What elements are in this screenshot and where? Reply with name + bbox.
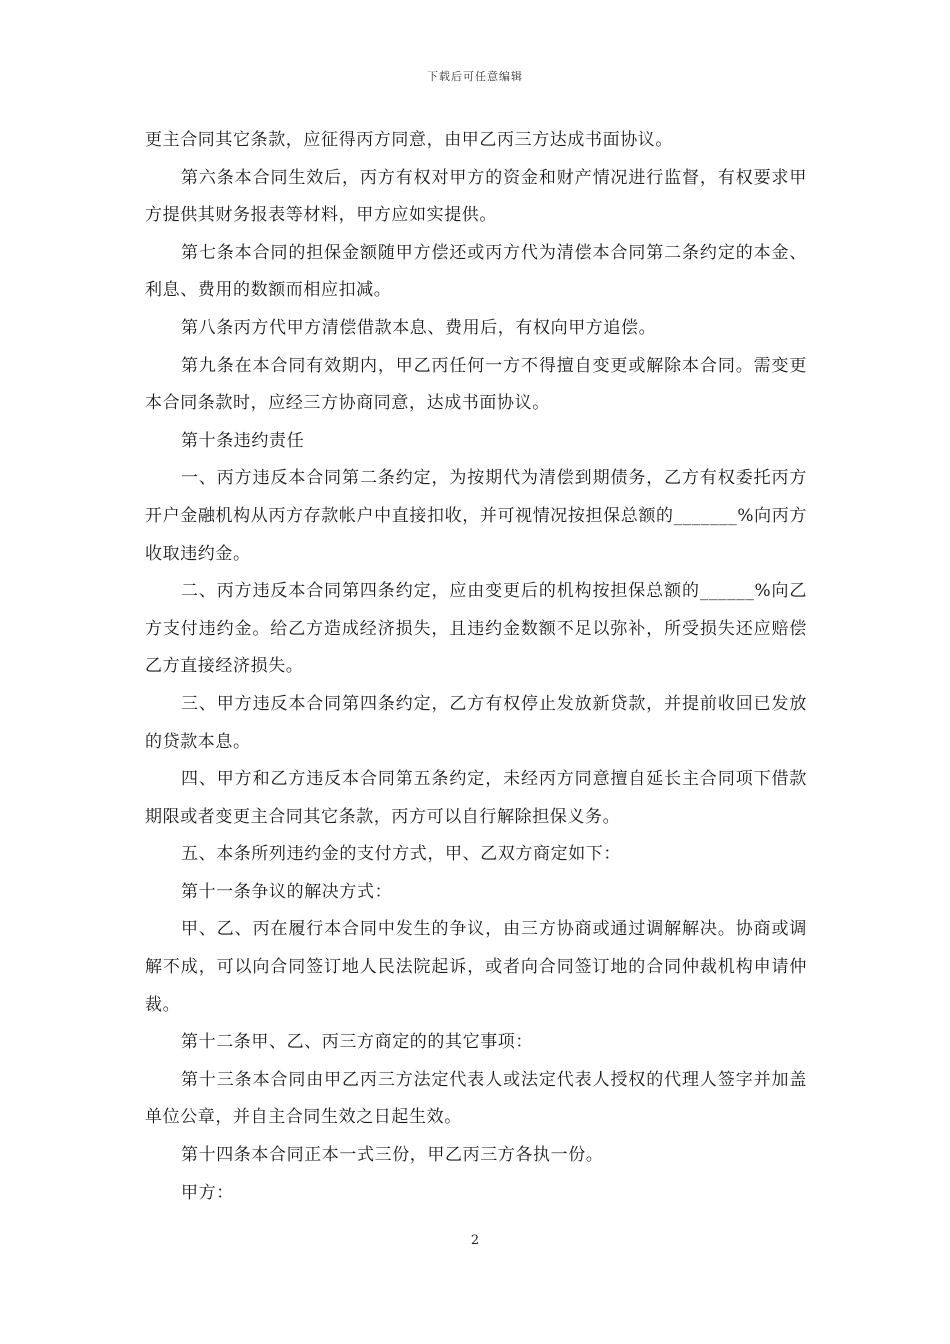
paragraph-clause-2: 二、丙方违反本合同第四条约定，应由变更后的机构按担保总额的______%向乙方支付违约金。给乙方造成经济损失，且违约金数额不足以弥补，所受损失还应赔偿乙方直接经济损失。 bbox=[145, 581, 807, 677]
paragraph-clause-1: 一、丙方违反本合同第二条约定，为按期代为清偿到期债务，乙方有权委托丙方开户金融机构从丙方存款帐户中直接扣收，并可视情况按担保总额的_______%向丙方收取违约金。 bbox=[145, 468, 807, 564]
paragraph-article-7: 第七条本合同的担保金额随甲方偿还或丙方代为清偿本合同第二条约定的本金、利息、费用的数额而相应扣减。 bbox=[145, 242, 807, 301]
paragraph-article-8: 第八条丙方代甲方清偿借款本息、费用后，有权向甲方追偿。 bbox=[181, 317, 657, 338]
paragraph-clause-4: 四、甲方和乙方违反本合同第五条约定，未经丙方同意擅自延长主合同项下借款期限或者变更主合同其它条款，丙方可以自行解除担保义务。 bbox=[145, 769, 807, 827]
paragraph-clause-3: 三、甲方违反本合同第四条约定，乙方有权停止发放新贷款，并提前收回已发放的贷款本息。 bbox=[145, 693, 807, 752]
page-number: 2 bbox=[470, 1233, 480, 1248]
paragraph-dispute: 甲、乙、丙在履行本合同中发生的争议，由三方协商或通过调解解决。协商或调解不成，可以向合同签订地人民法院起诉，或者向合同签订地的合同仲裁机构申请仲裁。 bbox=[145, 919, 807, 1015]
page-header: 下载后可任意编辑 bbox=[427, 70, 523, 83]
heading-article-11: 第十一条争议的解决方式： bbox=[181, 881, 393, 902]
paragraph-article-9: 第九条在本合同有效期内，甲乙丙任何一方不得擅自变更或解除本合同。需变更本合同条款时，应经三方协商同意，达成书面协议。 bbox=[145, 355, 807, 414]
paragraph: 更主合同其它条款，应征得丙方同意，由甲乙丙三方达成书面协议。 bbox=[145, 130, 673, 150]
document-body bbox=[145, 122, 807, 1212]
signature-party-a: 甲方： bbox=[181, 1182, 234, 1203]
paragraph-article-12: 第十二条甲、乙、丙三方商定的的其它事项： bbox=[181, 1032, 533, 1053]
paragraph-article-6: 第六条本合同生效后，丙方有权对甲方的资金和财产情况进行监督，有权要求甲方提供其财务报表等材料，甲方应如实提供。 bbox=[145, 167, 807, 226]
heading-article-10: 第十条违约责任 bbox=[181, 430, 305, 451]
paragraph-article-13: 第十三条本合同由甲乙丙三方法定代表人或法定代表人授权的代理人签字并加盖单位公章，并自主合同生效之日起生效。 bbox=[145, 1069, 807, 1128]
paragraph-article-14: 第十四条本合同正本一式三份，甲乙丙三方各执一份。 bbox=[181, 1145, 604, 1166]
paragraph-clause-5: 五、本条所列违约金的支付方式，甲、乙双方商定如下： bbox=[181, 844, 621, 865]
